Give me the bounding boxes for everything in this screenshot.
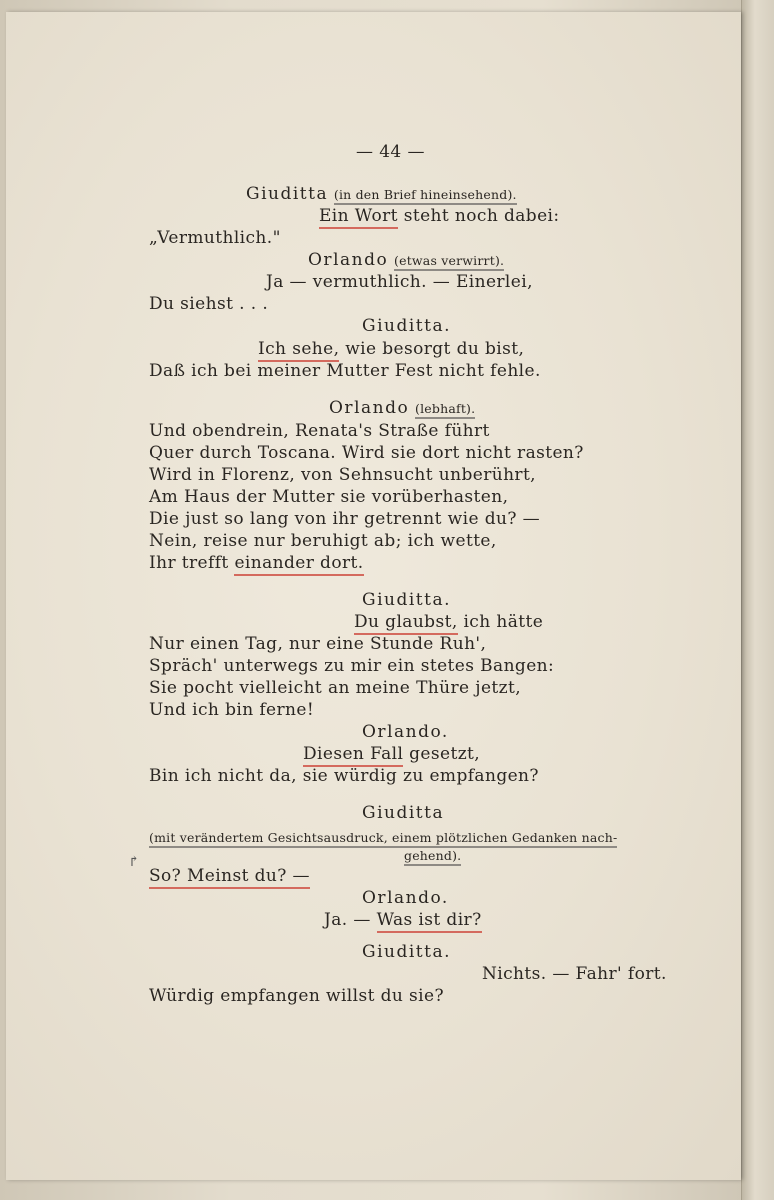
verse-line [258, 339, 524, 359]
verse-line: Spräch' unterwegs zu mir ein stetes Bangen: [149, 656, 555, 676]
verse-line: Sie pocht vielleicht an meine Thüre jetzt, [149, 678, 522, 698]
verse-line: Bin ich nicht da, sie würdig zu empfangen? [149, 766, 539, 786]
verse-text: gesetzt, [403, 744, 481, 764]
verse-line: Ja — vermuthlich. — Einerlei, [266, 272, 533, 292]
verse-line: Du siehst . . . [149, 294, 269, 314]
speaker-name: Giuditta [362, 803, 445, 823]
verse-text: Ihr trefft [149, 553, 235, 573]
underlined-text: Du glaubst, [354, 612, 458, 635]
stage-line [246, 184, 517, 204]
verse-line: Daß ich bei meiner Mutter Fest nicht fehle. [149, 361, 541, 381]
verse-text: wie besorgt du bist, [339, 339, 525, 359]
verse-line [354, 612, 543, 632]
stage-direction: (lebhaft). [415, 401, 475, 419]
verse-line: Die just so lang von ihr getrennt wie du? — [149, 509, 541, 529]
verse-text: ich hätte [457, 612, 544, 632]
stage-direction: (in den Brief hineinsehend). [334, 187, 517, 205]
page-number: — 44 — [356, 142, 425, 162]
adjacent-page-edge [741, 0, 774, 1200]
stage-direction: gehend). [404, 848, 461, 866]
verse-line: Nein, reise nur beruhigt ab; ich wette, [149, 531, 497, 551]
verse-line [319, 206, 560, 226]
underlined-text: Ein Wort [319, 206, 398, 229]
verse-text: steht noch dabei: [397, 206, 560, 226]
speaker-name: Giuditta. [362, 590, 451, 610]
verse-line: „Vermuthlich." [149, 228, 281, 248]
underlined-text: Diesen Fall [303, 744, 403, 767]
verse-text: Ja. — [324, 910, 377, 930]
verse-line: Und obendrein, Renata's Straße führt [149, 421, 490, 441]
speaker-name: Giuditta [246, 184, 329, 204]
stage-direction: (mit verändertem Gesichtsausdruck, einem plötzlichen Gedanken nach- [149, 830, 617, 848]
speaker-name: Giuditta. [362, 942, 451, 962]
verse-line: Am Haus der Mutter sie vorüberhasten, [149, 487, 509, 507]
underlined-text: Was ist dir? [377, 910, 482, 933]
speaker-name: Orlando [308, 250, 389, 270]
verse-line: Und ich bin ferne! [149, 700, 315, 720]
verse-line: Wird in Florenz, von Sehnsucht unberührt, [149, 465, 536, 485]
verse-line: Nur einen Tag, nur eine Stunde Ruh', [149, 634, 487, 654]
verse-line: Würdig empfangen willst du sie? [149, 986, 444, 1006]
pencil-mark-icon: ↱ [128, 854, 140, 870]
speaker-name: Orlando. [362, 888, 449, 908]
verse-line [149, 553, 364, 573]
stage-line [329, 398, 475, 418]
verse-line: So? Meinst du? — [149, 866, 310, 889]
verse-line [303, 744, 480, 764]
verse-line: Quer durch Toscana. Wird sie dort nicht rasten? [149, 443, 584, 463]
stage-direction: (etwas verwirrt). [394, 253, 504, 271]
underlined-text: einander dort. [234, 553, 363, 576]
underlined-text: Ich sehe, [258, 339, 339, 362]
stage-line [308, 250, 504, 270]
verse-line: Nichts. — Fahr' fort. [482, 964, 667, 984]
verse-line [324, 910, 482, 930]
speaker-name: Orlando [329, 398, 410, 418]
book-page [6, 12, 741, 1180]
speaker-name: Orlando. [362, 722, 449, 742]
speaker-name: Giuditta. [362, 316, 451, 336]
